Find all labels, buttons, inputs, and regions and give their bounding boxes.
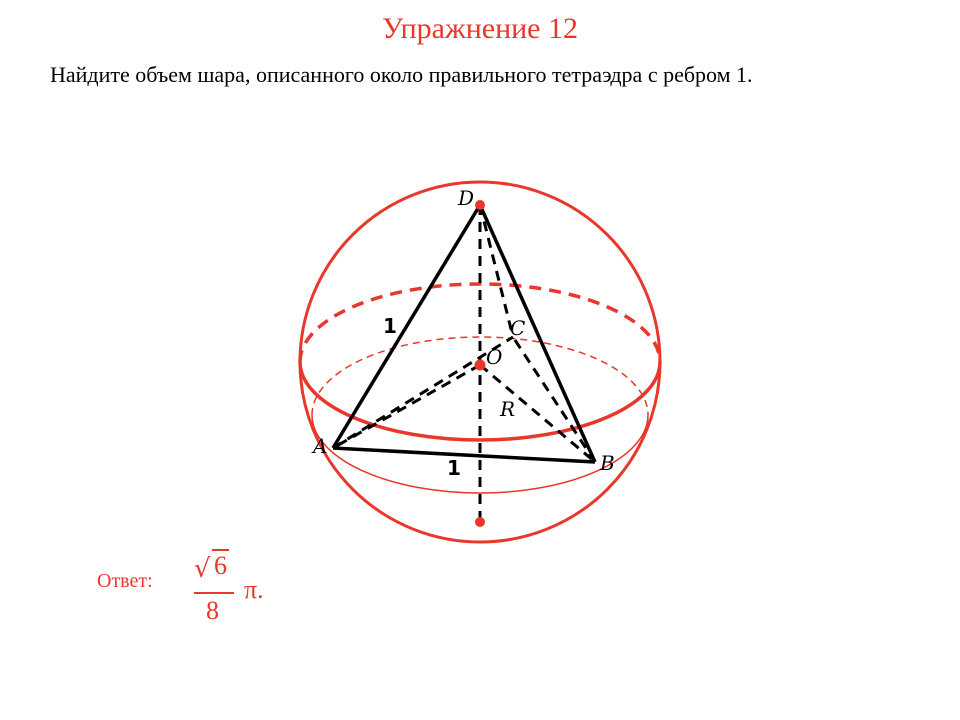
label-b: B: [600, 451, 615, 475]
edge-bd: [480, 205, 595, 462]
point-o: [475, 360, 486, 371]
answer-suffix: π.: [244, 575, 264, 604]
label-c: C: [510, 316, 526, 340]
edge-ab: [333, 448, 595, 462]
answer-label: Ответ:: [97, 570, 153, 592]
label-d: D: [458, 186, 475, 210]
sqrt-icon: √: [194, 554, 211, 584]
segment-oa: [333, 365, 480, 448]
point-d: [475, 200, 485, 210]
answer-numerator: 6: [214, 551, 227, 580]
segment-ob-radius: [480, 365, 595, 462]
answer-denominator: 8: [206, 596, 219, 625]
label-r: R: [500, 397, 516, 421]
label-edge-ad: 1: [383, 314, 397, 338]
label-a: A: [313, 434, 328, 458]
problem-statement: Найдите объем шара, описанного около правильного тетраэдра с ребром 1.: [50, 62, 753, 87]
edge-ad: [333, 205, 480, 448]
label-edge-ab: 1: [447, 456, 461, 480]
label-o: O: [486, 345, 503, 369]
slide-title: Упражнение 12: [382, 12, 578, 45]
point-bottom: [475, 517, 485, 527]
answer-fraction: [190, 548, 240, 638]
fraction-bar: [194, 592, 234, 594]
edge-bc: [513, 337, 595, 462]
